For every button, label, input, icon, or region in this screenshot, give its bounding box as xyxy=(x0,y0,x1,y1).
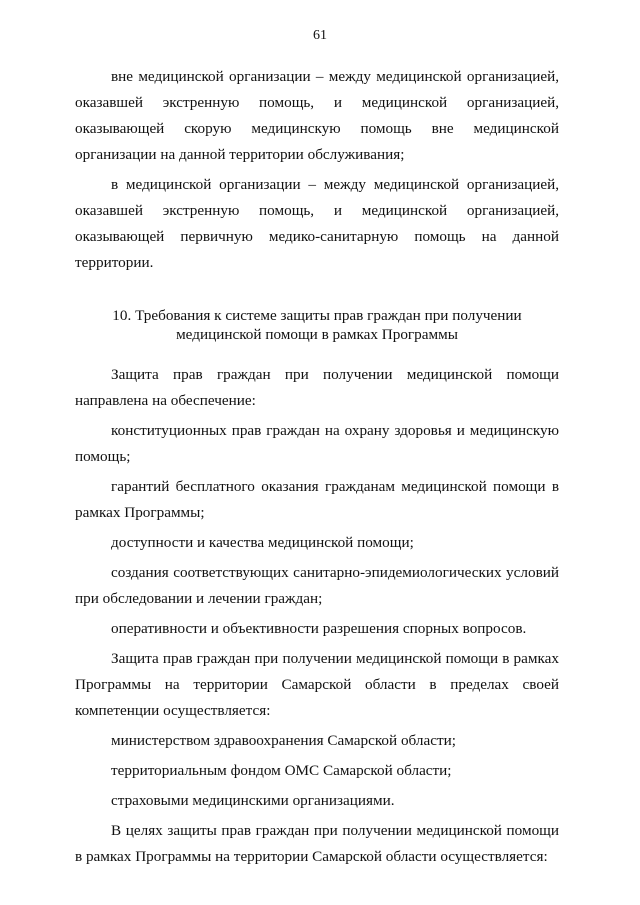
list-item-sanitary-conditions: создания соответствующих санитарно-эпидемиологических условий при обследовании и лечении граждан; xyxy=(75,564,559,607)
document-body xyxy=(75,64,559,874)
paragraph-protection-intro: Защита прав граждан при получении медицинской помощи направлена на обеспечение: xyxy=(75,366,559,409)
page-number: 61 xyxy=(313,28,327,43)
paragraph-outside-organization: вне медицинской организации – между медицинской организацией, оказавшей экстренную помощь, и медицинской организацией, оказывающей скорую медицинскую помощь вне медицинской организации на данной территории обслуживания; xyxy=(75,68,559,163)
paragraph-competence: Защита прав граждан при получении медицинской помощи в рамках Программы на территории Самарской области в пределах своей компетенции осуществляется: xyxy=(75,650,559,719)
list-item-ministry: министерством здравоохранения Самарской области; xyxy=(111,732,456,749)
paragraph-inside-organization: в медицинской организации – между медицинской организацией, оказавшей экстренную помощь, и медицинской организацией, оказывающей первичную медико-санитарную помощь на данной территории. xyxy=(75,176,559,271)
list-item-oms-fund: территориальным фондом ОМС Самарской области; xyxy=(111,762,452,779)
list-item-accessibility-quality: доступности и качества медицинской помощи; xyxy=(111,534,414,551)
list-item-dispute-resolution: оперативности и объективности разрешения спорных вопросов. xyxy=(111,620,527,637)
section-heading xyxy=(75,306,559,344)
list-item-insurance-organizations: страховыми медицинскими организациями. xyxy=(111,792,395,809)
paragraph-protection-purposes: В целях защиты прав граждан при получении медицинской помощи в рамках Программы на территории Самарской области осуществляется: xyxy=(75,822,559,865)
list-item-constitutional-rights: конституционных прав граждан на охрану здоровья и медицинскую помощь; xyxy=(75,422,559,465)
section-heading-line-2: медицинской помощи в рамках Программы xyxy=(176,326,458,343)
list-item-free-care-guarantees: гарантий бесплатного оказания гражданам медицинской помощи в рамках Программы; xyxy=(75,478,559,521)
section-heading-line-1: 10. Требования к системе защиты прав граждан при получении xyxy=(112,307,522,324)
